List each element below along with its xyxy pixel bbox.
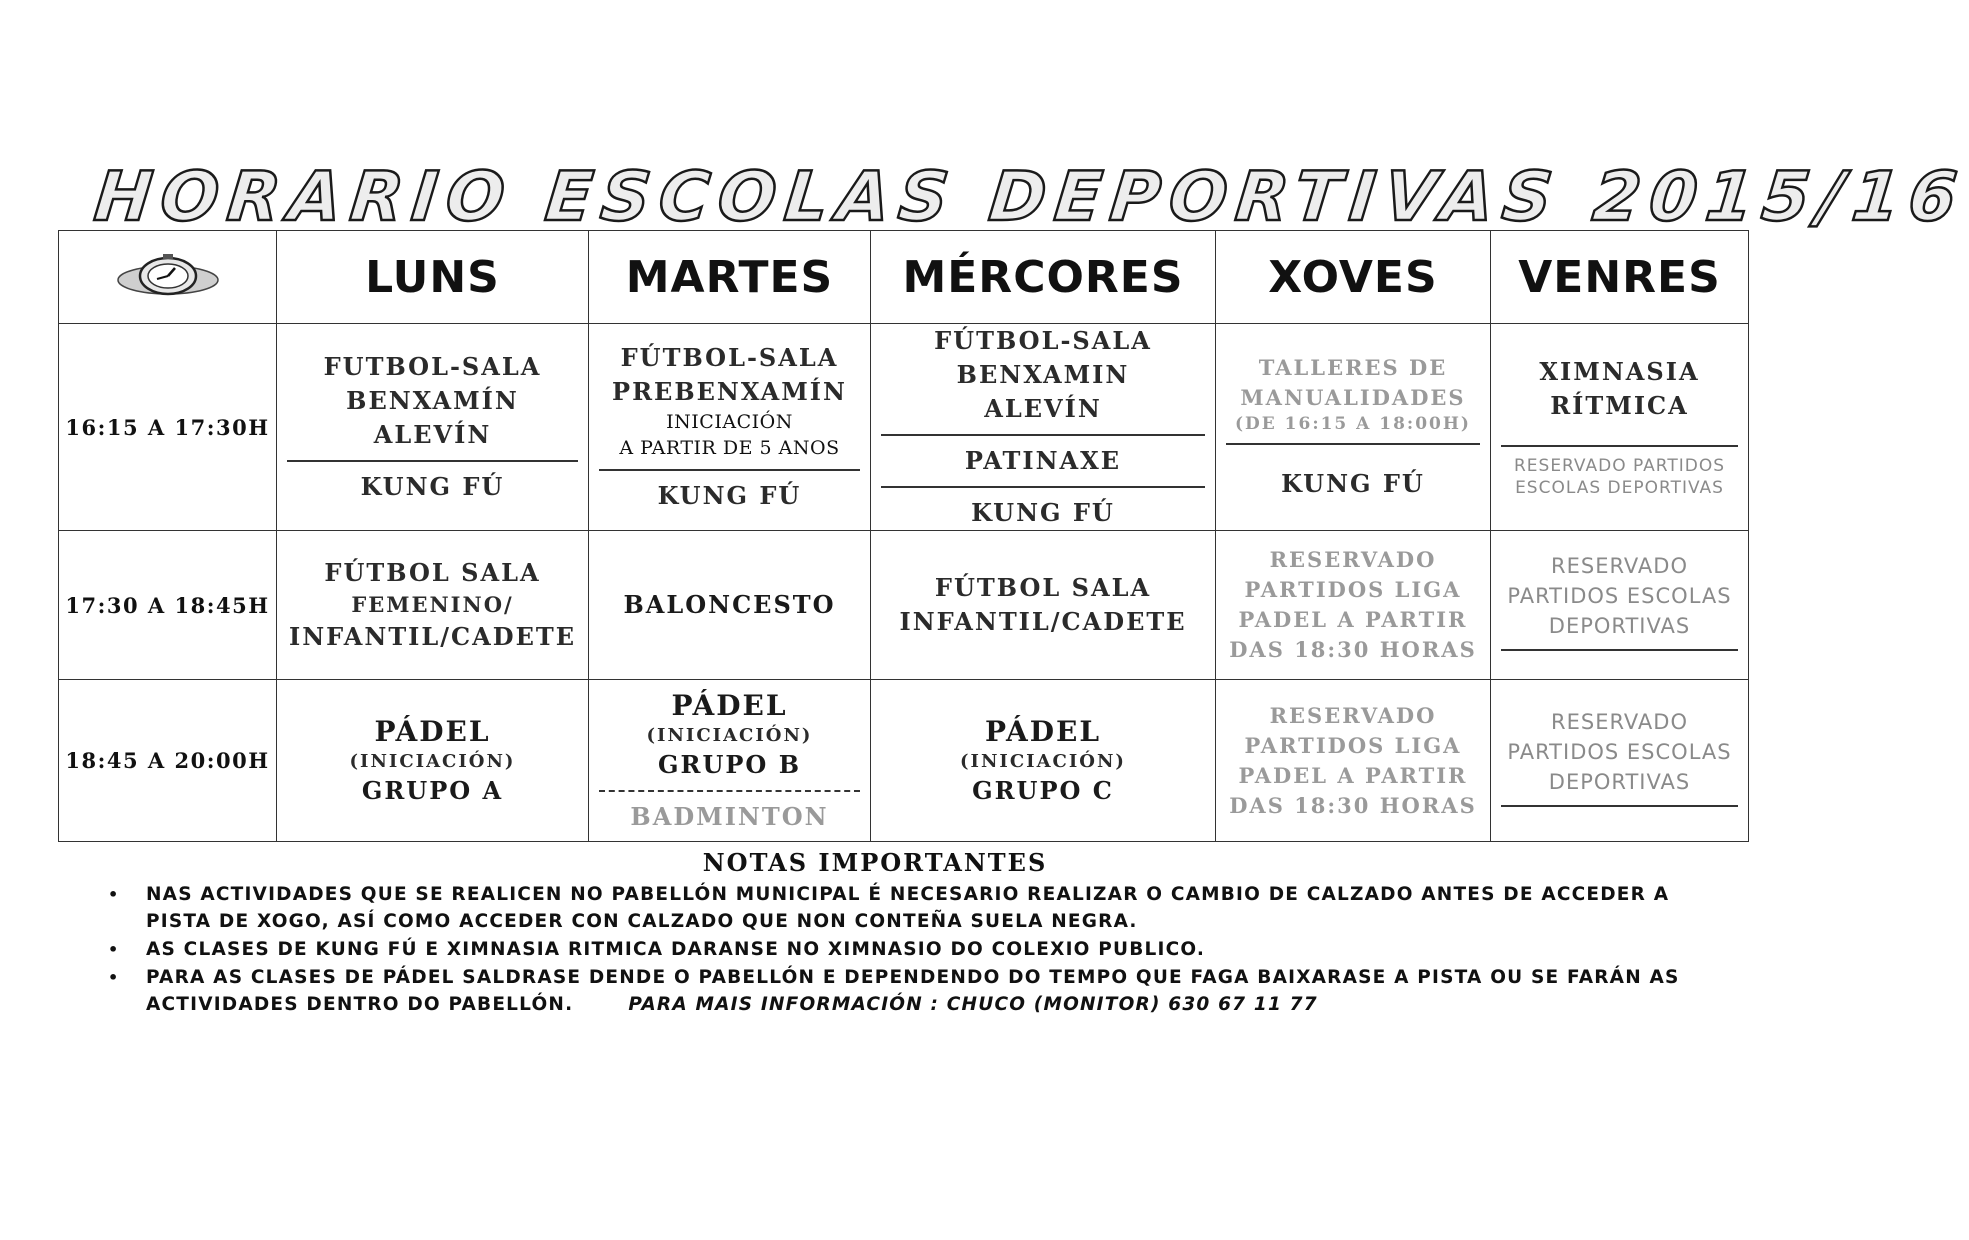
activity-line: A PARTIR DE 5 ANOS xyxy=(619,437,840,459)
activity-line: KUNG FÚ xyxy=(657,481,802,510)
activity-line: RÍTMICA xyxy=(1550,391,1689,420)
activity-line: PARTIDOS ESCOLAS xyxy=(1507,584,1732,608)
time-label: 17:30 A 18:45H xyxy=(65,592,270,618)
divider xyxy=(1501,445,1738,447)
cell-martes-3 xyxy=(589,680,871,842)
note-item xyxy=(100,881,1740,935)
table-row xyxy=(59,680,1749,842)
cell-venres-2 xyxy=(1491,531,1749,680)
divider xyxy=(599,790,860,792)
activity-line: ALEVÍN xyxy=(373,420,492,449)
divider xyxy=(599,469,860,471)
day-label: MÉRCORES xyxy=(902,251,1184,303)
cell-martes-1 xyxy=(589,324,871,531)
activity-line: GRUPO B xyxy=(658,749,801,779)
activity-line: (INICIACIÓN) xyxy=(960,750,1126,772)
divider xyxy=(881,434,1205,436)
activity-line: FÚTBOL-SALA xyxy=(934,326,1152,355)
activity-line: DEPORTIVAS xyxy=(1548,614,1691,638)
activity-line: DAS 18:30 HORAS xyxy=(1229,637,1477,662)
note-text: AS CLASES DE KUNG FÚ E XIMNASIA RITMICA DARANSE NO XIMNASIO DO COLEXIO PUBLICO. xyxy=(146,939,1206,960)
activity-line: RESERVADO xyxy=(1269,702,1437,728)
activity-line: FÚTBOL SALA xyxy=(934,573,1152,602)
cell-venres-3 xyxy=(1491,680,1749,842)
time-label: 16:15 A 17:30H xyxy=(65,414,270,440)
time-cell xyxy=(59,680,277,842)
activity-line: INFANTIL/CADETE xyxy=(899,607,1187,636)
day-label: MARTES xyxy=(625,251,834,303)
activity-line: PARTIDOS LIGA xyxy=(1244,577,1462,602)
activity-line: RESERVADO xyxy=(1269,547,1437,572)
activity-line: KUNG FÚ xyxy=(360,472,505,501)
activity-line: BENXAMIN xyxy=(956,360,1130,389)
notes-section xyxy=(100,848,1740,1019)
cell-luns-2 xyxy=(277,531,589,680)
cell-mercores-1 xyxy=(871,324,1216,531)
notes-list xyxy=(100,881,1740,1018)
table-row xyxy=(59,324,1749,531)
activity-line: (INICIACIÓN) xyxy=(349,750,516,772)
time-cell xyxy=(59,531,277,680)
activity-line: PARTIDOS ESCOLAS xyxy=(1507,739,1732,764)
corner-cell xyxy=(59,231,277,324)
cell-mercores-2 xyxy=(871,531,1216,680)
cell-xoves-2 xyxy=(1216,531,1491,680)
activity-line: PATINAXE xyxy=(964,446,1122,475)
divider xyxy=(881,486,1205,488)
cell-martes-2 xyxy=(589,531,871,680)
day-label: LUNS xyxy=(365,251,500,303)
note-item xyxy=(100,964,1740,1018)
activity-line: PÁDEL xyxy=(671,688,788,722)
cell-luns-3 xyxy=(277,680,589,842)
activity-line: BADMINTON xyxy=(630,801,829,831)
day-header-martes xyxy=(589,231,871,324)
activity-line: RESERVADO xyxy=(1551,554,1688,578)
time-label: 18:45 A 20:00H xyxy=(65,748,270,773)
divider xyxy=(1501,805,1738,807)
activity-line: FÚTBOL SALA xyxy=(324,558,541,587)
activity-line: PADEL A PARTIR xyxy=(1238,607,1468,632)
day-header-luns xyxy=(277,231,589,324)
activity-line: PREBENXAMÍN xyxy=(612,377,847,406)
header-row xyxy=(59,231,1749,324)
day-header-venres xyxy=(1491,231,1749,324)
cell-xoves-1 xyxy=(1216,324,1491,531)
cell-mercores-3 xyxy=(871,680,1216,842)
activity-line: BENXAMÍN xyxy=(346,386,519,415)
bullet-icon: • xyxy=(108,885,120,904)
activity-line: RESERVADO PARTIDOS xyxy=(1513,456,1726,476)
notes-title: NOTAS IMPORTANTES xyxy=(702,848,1048,877)
activity-line: PÁDEL xyxy=(374,714,491,748)
divider xyxy=(1501,649,1738,651)
cell-venres-1 xyxy=(1491,324,1749,531)
activity-line: INFANTIL/CADETE xyxy=(288,622,577,651)
day-header-mercores xyxy=(871,231,1216,324)
activity-line: (INICIACIÓN) xyxy=(646,724,813,746)
cell-luns-1 xyxy=(277,324,589,531)
divider xyxy=(1226,443,1480,445)
table-row xyxy=(59,531,1749,680)
activity-line: ESCOLAS DEPORTIVAS xyxy=(1515,478,1724,498)
activity-line: DAS 18:30 HORAS xyxy=(1229,792,1477,818)
schedule-table xyxy=(58,230,1749,842)
page-title: HORARIO ESCOLAS DEPORTIVAS 2015/16 xyxy=(90,158,1969,237)
activity-line: KUNG FÚ xyxy=(971,498,1115,527)
divider xyxy=(287,460,578,462)
activity-line: DEPORTIVAS xyxy=(1548,769,1691,794)
activity-line: ALEVÍN xyxy=(984,394,1102,423)
contact-info: PARA MAIS INFORMACIÓN : CHUCO (MONITOR) 630 67 11 77 xyxy=(628,994,1318,1015)
bullet-icon: • xyxy=(108,968,120,987)
activity-line: FUTBOL-SALA xyxy=(323,352,542,381)
activity-line: KUNG FÚ xyxy=(1281,469,1425,498)
day-label: XOVES xyxy=(1268,251,1438,303)
day-label: VENRES xyxy=(1518,251,1721,303)
activity-line: TALLERES DE xyxy=(1258,355,1448,380)
activity-line: INICIACIÓN xyxy=(666,411,793,433)
activity-line: PÁDEL xyxy=(984,714,1102,748)
clock-icon xyxy=(113,252,223,302)
note-item xyxy=(100,936,1740,963)
bullet-icon: • xyxy=(108,940,120,959)
activity-line: PADEL A PARTIR xyxy=(1238,762,1468,788)
activity-line: FEMENINO/ xyxy=(351,592,514,617)
activity-line: MANUALIDADES xyxy=(1240,385,1466,410)
day-header-xoves xyxy=(1216,231,1491,324)
note-text: PARA AS CLASES DE PÁDEL SALDRASE DENDE O PABELLÓN E DEPENDENDO DO TEMPO QUE FAGA BAIXARASE A PISTA OU SE FARÁN AS ACTIVIDADES DENTRO DO PABELLÓN. xyxy=(146,967,1680,1015)
cell-xoves-3 xyxy=(1216,680,1491,842)
time-cell xyxy=(59,324,277,531)
activity-line: BALONCESTO xyxy=(623,590,836,619)
activity-line: GRUPO A xyxy=(361,775,504,805)
activity-line: GRUPO C xyxy=(972,775,1114,805)
activity-line: (DE 16:15 A 18:00H) xyxy=(1235,414,1471,434)
activity-line: PARTIDOS LIGA xyxy=(1244,732,1462,758)
activity-line: RESERVADO xyxy=(1551,709,1688,734)
activity-line: XIMNASIA xyxy=(1539,357,1700,386)
activity-line: FÚTBOL-SALA xyxy=(620,343,839,372)
note-text: NAS ACTIVIDADES QUE SE REALICEN NO PABELLÓN MUNICIPAL É NECESARIO REALIZAR O CAMBIO DE CALZADO ANTES DE ACCEDER A PISTA DE XOGO, ASÍ COMO ACCEDER CON CALZADO QUE NON CONTEÑA SUELA NEGRA. xyxy=(146,884,1670,932)
